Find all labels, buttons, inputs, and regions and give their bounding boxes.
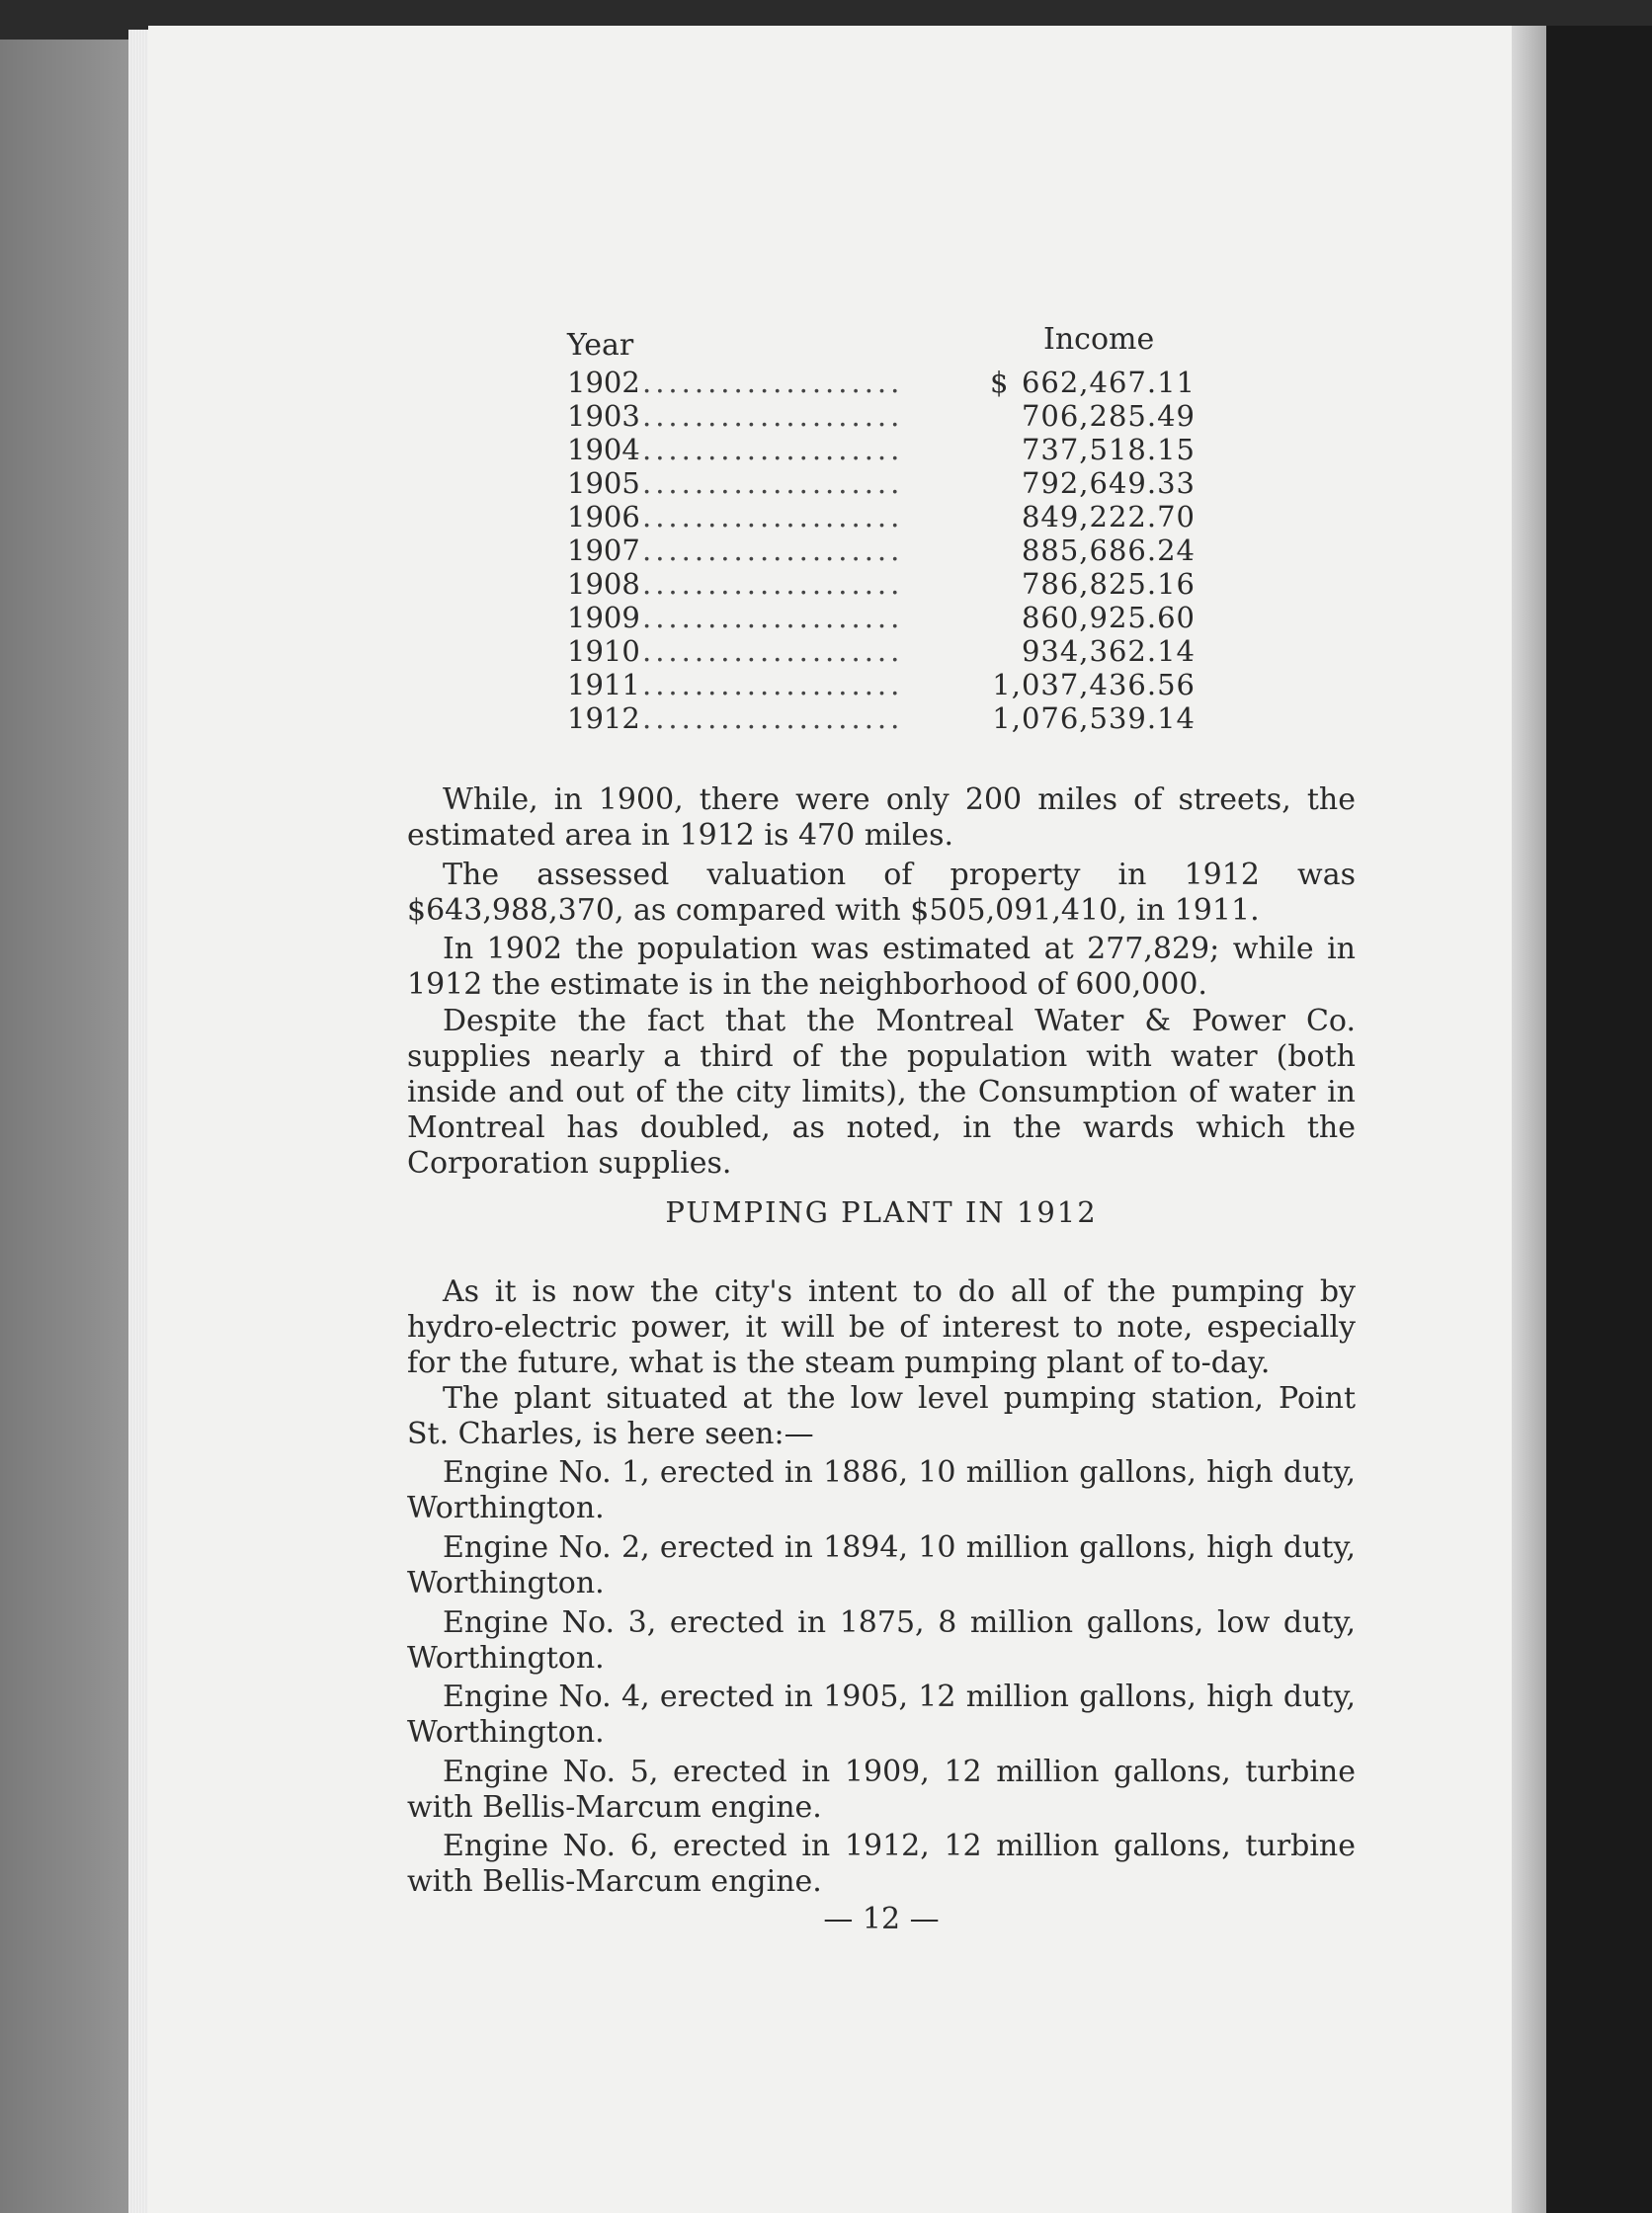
section-heading: PUMPING PLANT IN 1912: [665, 1195, 1098, 1229]
paragraph-engine-5: Engine No. 5, erected in 1909, 12 million gallons, turbine with Bellis-Marcum engine.: [407, 1755, 1356, 1825]
leader-dots: ....................: [642, 634, 904, 668]
income-table: [563, 322, 1205, 735]
paragraph-consumption: Despite the fact that the Montreal Water & Power Co. supplies nearly a third of the population with water (both inside and out of the city limits), the Consumption of water in Montreal has doubled, as noted, in the wards which the Corporation supplies.: [407, 1004, 1356, 1181]
income-table-row: [563, 601, 1205, 634]
row-income: 860,925.60: [1021, 601, 1196, 634]
row-year: 1902: [567, 366, 640, 399]
leader-dots: ....................: [642, 601, 904, 634]
income-table-row: [563, 500, 1205, 533]
paragraph-engine-2: Engine No. 2, erected in 1894, 10 million gallons, high duty, Worthington.: [407, 1530, 1356, 1600]
row-year: 1912: [567, 701, 640, 735]
leader-dots: ....................: [642, 433, 904, 466]
paragraph-engine-1: Engine No. 1, erected in 1886, 10 million gallons, high duty, Worthington.: [407, 1455, 1356, 1525]
row-income: 885,686.24: [1021, 533, 1196, 567]
row-income: 934,362.14: [1021, 634, 1196, 668]
income-table-row: [563, 634, 1205, 668]
row-year: 1909: [567, 601, 640, 634]
leader-dots: ....................: [642, 500, 904, 533]
row-income: 786,825.16: [1021, 567, 1196, 601]
income-table-row: [563, 533, 1205, 567]
paragraph-valuation: The assessed valuation of property in 1912 was $643,988,370, as compared with $505,091,410, in 1911.: [407, 858, 1356, 928]
paragraph-population: In 1902 the population was estimated at 277,829; while in 1912 the estimate is in the neighborhood of 600,000.: [407, 932, 1356, 1002]
column-header-income: Income: [1043, 322, 1155, 357]
income-table-row: [563, 668, 1205, 701]
row-year: 1907: [567, 533, 640, 567]
row-income: 1,037,436.56: [992, 668, 1196, 701]
page-number: — 12 —: [823, 1902, 940, 1936]
paragraph-engine-6: Engine No. 6, erected in 1912, 12 million gallons, turbine with Bellis-Marcum engine.: [407, 1829, 1356, 1899]
leader-dots: ....................: [642, 466, 904, 500]
paragraph-plant-location: The plant situated at the low level pumping station, Point St. Charles, is here seen:—: [407, 1381, 1356, 1451]
income-table-row: [563, 701, 1205, 735]
row-year: 1905: [567, 466, 640, 500]
paragraph-engine-4: Engine No. 4, erected in 1905, 12 million gallons, high duty, Worthington.: [407, 1680, 1356, 1750]
column-header-year: Year: [567, 328, 634, 363]
leader-dots: ....................: [642, 399, 904, 433]
paragraph-streets: While, in 1900, there were only 200 miles of streets, the estimated area in 1912 is 470 miles.: [407, 782, 1356, 853]
row-income: 849,222.70: [1021, 500, 1196, 533]
row-year: 1906: [567, 500, 640, 533]
row-income: 706,285.49: [1021, 399, 1196, 433]
income-table-header: [563, 322, 1205, 366]
page-gutter-shadow: [1512, 26, 1546, 2213]
row-income: 792,649.33: [1021, 466, 1196, 500]
leader-dots: ....................: [642, 668, 904, 701]
row-year: 1910: [567, 634, 640, 668]
row-year: 1904: [567, 433, 640, 466]
leader-dots: ....................: [642, 533, 904, 567]
leader-dots: ....................: [642, 567, 904, 601]
leader-dots: ....................: [642, 701, 904, 735]
income-table-row: [563, 433, 1205, 466]
row-year: 1908: [567, 567, 640, 601]
row-income: 737,518.15: [1021, 433, 1196, 466]
paragraph-pumping-intro: As it is now the city's intent to do all of the pumping by hydro-electric power, it will be of interest to note, especially for the future, what is the steam pumping plant of to-day.: [407, 1274, 1356, 1380]
paragraph-engine-3: Engine No. 3, erected in 1875, 8 million gallons, low duty, Worthington.: [407, 1605, 1356, 1676]
income-table-body: [563, 366, 1205, 735]
income-table-row: [563, 567, 1205, 601]
leader-dots: ....................: [642, 366, 904, 399]
income-table-row: [563, 366, 1205, 399]
row-income: 662,467.11: [1021, 366, 1196, 399]
book-cover-edge: [0, 40, 148, 2213]
currency-symbol: $: [990, 366, 1009, 399]
row-year: 1911: [567, 668, 640, 701]
row-income: 1,076,539.14: [992, 701, 1196, 735]
scan-background-right: [1546, 26, 1652, 2213]
row-year: 1903: [567, 399, 640, 433]
income-table-row: [563, 399, 1205, 433]
income-table-row: [563, 466, 1205, 500]
